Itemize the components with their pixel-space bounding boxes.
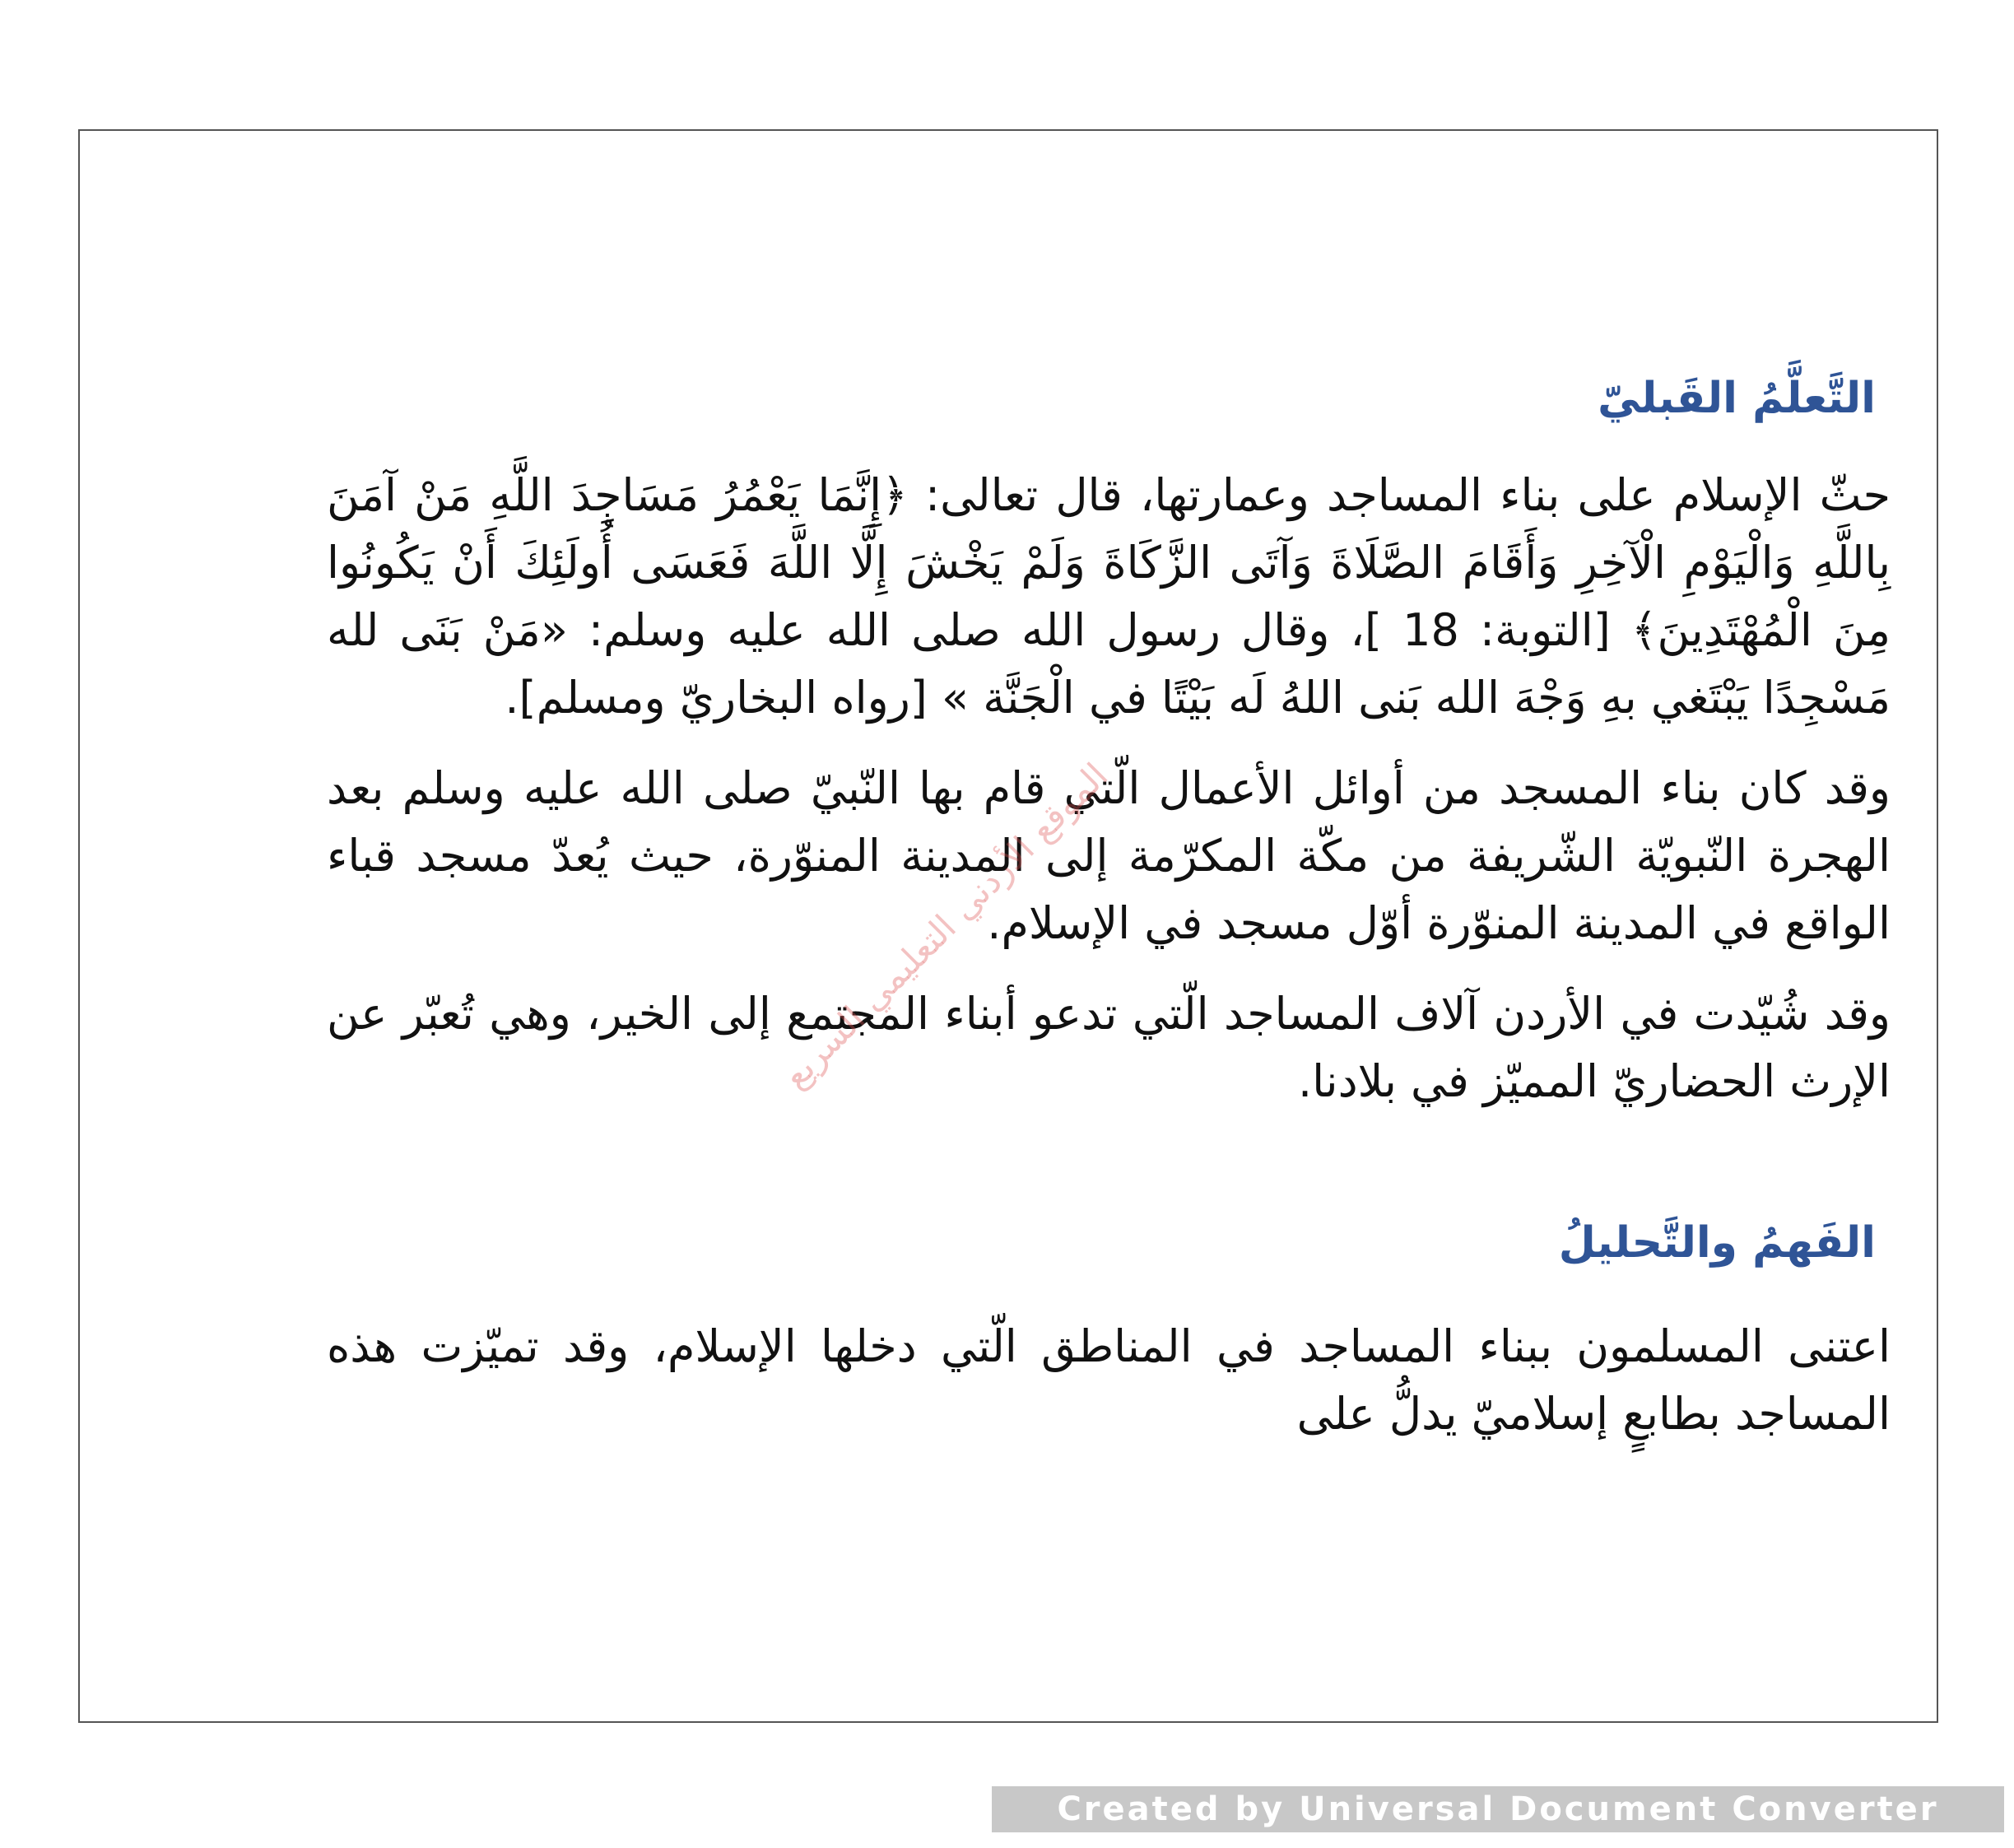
watermark: الموقع الأردني التعليمي السريع: [774, 755, 1116, 1096]
section-heading-prior-learning: التَّعلَّمُ القَبليّ: [1598, 374, 1876, 423]
paragraph-quba: وقد كان بناء المسجد من أوائل الأعمال الّتي قام بها النّبيّ صلى الله عليه وسلم بعد الهجرة النّبويّة الشّريفة من مكّة المكرّمة إلى المدينة المنوّرة، حيث يُعدّ مسجد قباء الواقع في المدينة المنوّرة أوّل مسجد في الإسلام.: [327, 762, 1891, 949]
paragraph-intro: حثّ الإسلام على بناء المساجد وعمارتها، قال تعالى: ﴿إِنَّمَا يَعْمُرُ مَسَاجِدَ اللَّهِ مَنْ آمَنَ بِاللَّهِ وَالْيَوْمِ الْآخِرِ وَأَقَامَ الصَّلَاةَ وَآتَى الزَّكَاةَ وَلَمْ يَخْشَ إِلَّا اللَّهَ فَعَسَى أُولَئِكَ أَنْ يَكُونُوا مِنَ الْمُهْتَدِينَ﴾ [التوبة: 18 ]، وقال رسول الله صلى الله عليه وسلم: «مَنْ بَنَى لله مَسْجِدًا يَبْتَغي بهِ وَجْهَ الله بَنى اللهُ لَه بَيْتًا في الْجَنَّة » [رواه البخاريّ ومسلم].: [327, 469, 1891, 724]
converter-banner: Created by Universal Document Converter: [992, 1786, 2004, 1832]
paragraph-analysis: اعتنى المسلمون ببناء المساجد في المناطق الّتي دخلها الإسلام، وقد تميّزت هذه المساجد بطابعٍ إسلاميّ يدلُّ على: [327, 1320, 1891, 1440]
section-heading-understanding: الفَهمُ والتَّحليلُ: [1558, 1218, 1876, 1268]
document-page: [78, 129, 1938, 1723]
paragraph-jordan: وقد شُيّدت في الأردن آلاف المساجد الّتي تدعو أبناء المجتمع إلى الخير، وهي تُعبّر عن الإرث الحضاريّ المميّز في بلادنا.: [327, 988, 1891, 1107]
document-content: [327, 361, 1891, 1471]
